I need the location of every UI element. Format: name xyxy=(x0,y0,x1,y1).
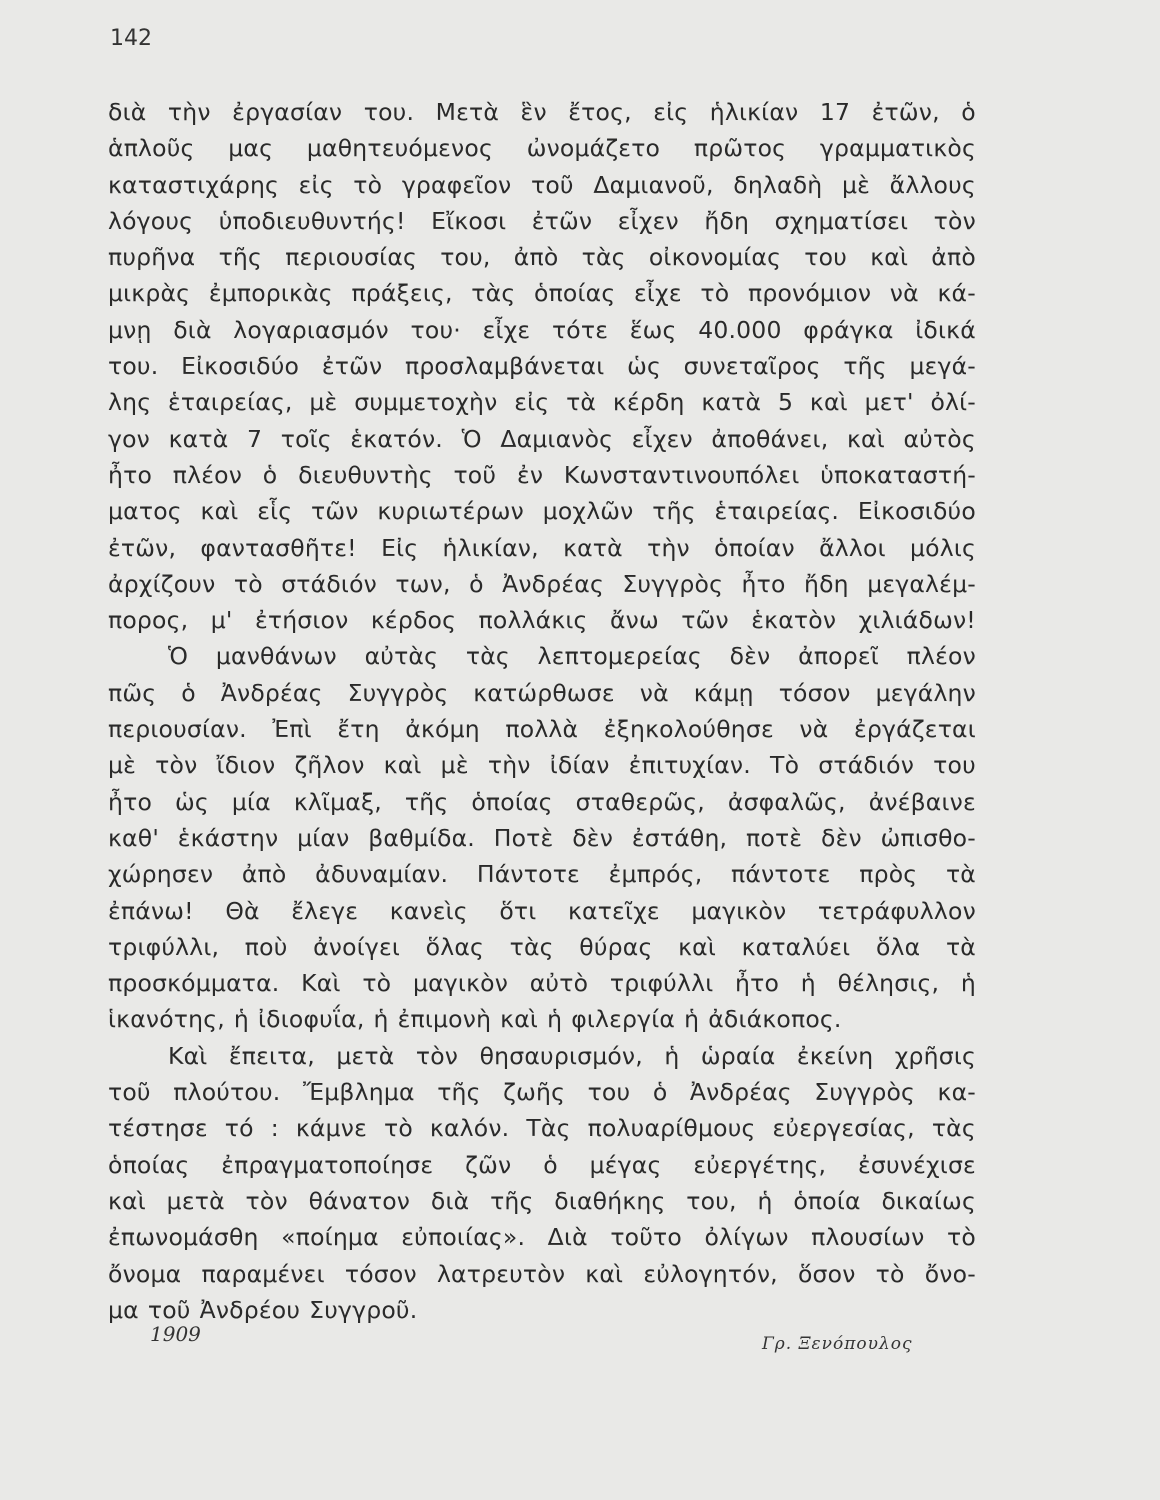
footer-author-signature: Γρ. Ξενόπουλος xyxy=(762,1334,913,1354)
text-line: καταστιχάρης εἰς τὸ γραφεῖον τοῦ Δαμιανοῦ, δηλαδὴ μὲ ἄλλους xyxy=(108,170,976,199)
text-line: ἀρχίζουν τὸ στάδιόν των, ὁ Ἀνδρέας Συγγρὸς ἦτο ἤδη μεγαλέμ- xyxy=(108,569,976,598)
text-line: περιουσίαν. Ἐπὶ ἔτη ἀκόμη πολλὰ ἐξηκολούθησε νὰ ἐργάζεται xyxy=(108,715,976,744)
text-line: ἐτῶν, φαντασθῆτε! Εἰς ἡλικίαν, κατὰ τὴν ὁποίαν ἄλλοι μόλις xyxy=(108,533,976,562)
footer-year: 1909 xyxy=(150,1322,201,1346)
text-line: του. Εἰκοσιδύο ἐτῶν προσλαμβάνεται ὡς συνεταῖρος τῆς μεγά- xyxy=(108,352,976,381)
text-line: γον κατὰ 7 τοῖς ἑκατόν. Ὁ Δαμιανὸς εἶχεν ἀποθάνει, καὶ αὐτὸς xyxy=(108,424,976,453)
text-line: μὲ τὸν ἴδιον ζῆλον καὶ μὲ τὴν ἰδίαν ἐπιτυχίαν. Τὸ στάδιόν του xyxy=(108,751,976,780)
page-number: 142 xyxy=(110,26,152,51)
body-text xyxy=(108,94,976,1328)
text-line: ἐπάνω! Θὰ ἔλεγε κανεὶς ὅτι κατεῖχε μαγικὸν τετράφυλλον xyxy=(108,896,976,925)
text-line: Ὁ μανθάνων αὐτὰς τὰς λεπτομερείας δὲν ἀπορεῖ πλέον xyxy=(168,642,976,671)
text-line: λης ἑταιρείας, μὲ συμμετοχὴν εἰς τὰ κέρδη κατὰ 5 καὶ μετ' ὀλί- xyxy=(108,388,976,417)
text-line: ἦτο πλέον ὁ διευθυντὴς τοῦ ἐν Κωνσταντινουπόλει ὑποκαταστή- xyxy=(108,460,976,489)
text-line: μικρὰς ἐμπορικὰς πράξεις, τὰς ὁποίας εἶχε τὸ προνόμιον νὰ κά- xyxy=(108,279,976,308)
text-line: ὄνομα παραμένει τόσον λατρευτὸν καὶ εὐλογητόν, ὅσον τὸ ὄνο- xyxy=(108,1259,976,1288)
text-line: χώρησεν ἀπὸ ἀδυναμίαν. Πάντοτε ἐμπρός, πάντοτε πρὸς τὰ xyxy=(108,860,976,889)
text-line: μα τοῦ Ἀνδρέου Συγγροῦ. xyxy=(108,1295,418,1324)
text-line: ἱκανότης, ἡ ἰδιοφυΐα, ἡ ἐπιμονὴ καὶ ἡ φιλεργία ἡ ἀδιάκοπος. xyxy=(108,1005,842,1034)
text-line: τριφύλλι, ποὺ ἀνοίγει ὅλας τὰς θύρας καὶ καταλύει ὅλα τὰ xyxy=(108,932,976,961)
text-line: ματος καὶ εἷς τῶν κυριωτέρων μοχλῶν τῆς ἑταιρείας. Εἰκοσιδύο xyxy=(108,497,976,526)
text-line: μνῃ διὰ λογαριασμόν του· εἶχε τότε ἕως 40.000 φράγκα ἰδικά xyxy=(108,315,976,344)
text-line: ἐπωνομάσθη «ποίημα εὐποιίας». Διὰ τοῦτο ὀλίγων πλουσίων τὸ xyxy=(108,1223,976,1252)
text-line: ἦτο ὡς μία κλῖμαξ, τῆς ὁποίας σταθερῶς, ἀσφαλῶς, ἀνέβαινε xyxy=(108,787,976,816)
text-line: προσκόμματα. Καὶ τὸ μαγικὸν αὐτὸ τριφύλλι ἦτο ἡ θέλησις, ἡ xyxy=(108,969,976,998)
text-line: πῶς ὁ Ἀνδρέας Συγγρὸς κατώρθωσε νὰ κάμῃ τόσον μεγάλην xyxy=(108,678,976,707)
text-line: καθ' ἑκάστην μίαν βαθμίδα. Ποτὲ δὲν ἐστάθη, ποτὲ δὲν ὠπισθο- xyxy=(108,823,976,852)
text-line: τοῦ πλούτου. Ἔμβλημα τῆς ζωῆς του ὁ Ἀνδρέας Συγγρὸς κα- xyxy=(108,1078,976,1107)
text-line: ἁπλοῦς μας μαθητευόμενος ὠνομάζετο πρῶτος γραμματικὸς xyxy=(108,134,976,163)
text-line: λόγους ὑποδιευθυντής! Εἴκοσι ἐτῶν εἶχεν ἤδη σχηματίσει τὸν xyxy=(108,206,976,235)
text-line: καὶ μετὰ τὸν θάνατον διὰ τῆς διαθήκης του, ἡ ὁποία δικαίως xyxy=(108,1186,976,1215)
text-line: πυρῆνα τῆς περιουσίας του, ἀπὸ τὰς οἰκονομίας του καὶ ἀπὸ xyxy=(108,243,976,272)
text-line: Καὶ ἔπειτα, μετὰ τὸν θησαυρισμόν, ἡ ὡραία ἐκείνη χρῆσις xyxy=(168,1041,976,1070)
text-line: ὁποίας ἐπραγματοποίησε ζῶν ὁ μέγας εὐεργέτης, ἐσυνέχισε xyxy=(108,1150,976,1179)
text-line: διὰ τὴν ἐργασίαν του. Μετὰ ἓν ἔτος, εἰς ἡλικίαν 17 ἐτῶν, ὁ xyxy=(108,98,976,126)
text-line: τέστησε τό : κάμνε τὸ καλόν. Τὰς πολυαρίθμους εὐεργεσίας, τὰς xyxy=(108,1114,976,1143)
text-line: πορος, μ' ἐτήσιον κέρδος πολλάκις ἄνω τῶν ἑκατὸν χιλιάδων! xyxy=(108,606,976,635)
